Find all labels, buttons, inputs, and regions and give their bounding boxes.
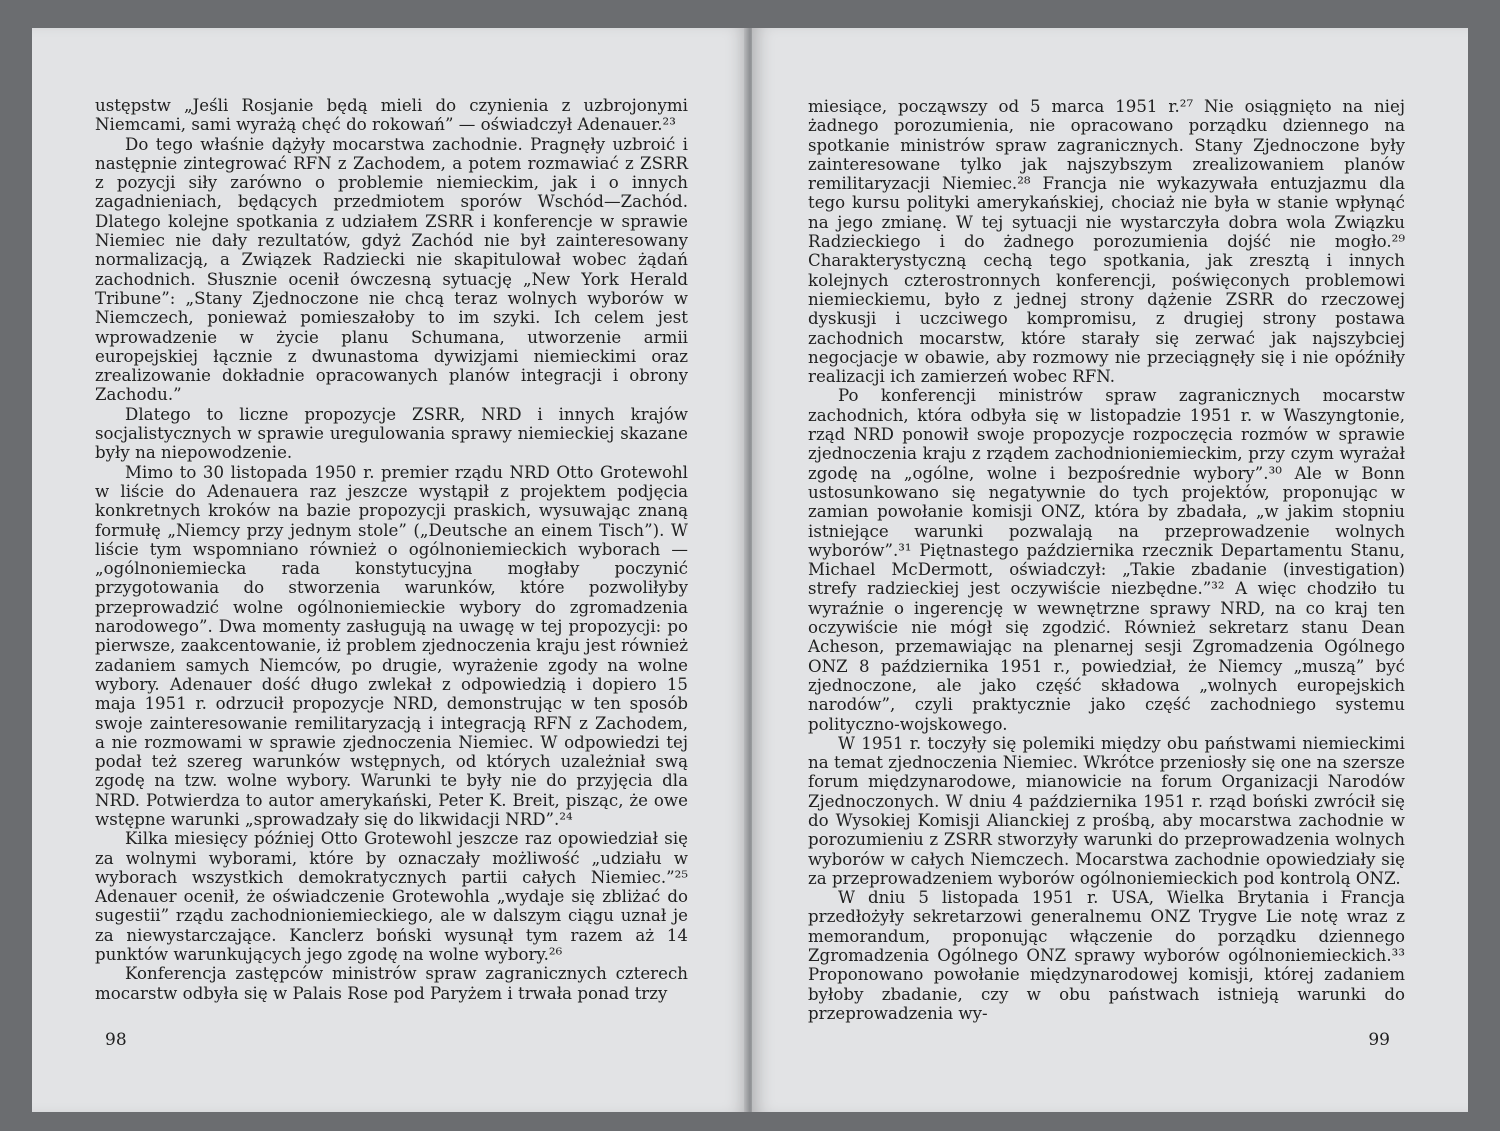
paragraph: Do tego właśnie dążyły mocarstwa zachodnie. Pragnęły uzbroić i następnie zintegrować RFN z Zachodem, a potem rozmawiać z ZSRR z pozycji siły zarówno o problemie niemieckim, jak i o innych zagadnieniach, będących przedmiotem sporów Wschód—Zachód. Dlatego kolejne spotkania z udziałem ZSRR i konferencje w sprawie Niemiec nie dały rezultatów, gdyż Zachód nie był zainteresowany normalizacją, a Związek Radziecki nie skapitulował wobec żądań zachodnich. Słusznie ocenił ówczesną sytuację „New York Herald Tribune”: „Stany Zjednoczone nie chcą teraz wolnych wyborów w Niemczech, ponieważ pomieszałoby to im szyki. Ich celem jest wprowadzenie w życie planu Schumana, utworzenie armii europejskiej łącznie z dwunastoma dywizjami niemieckimi oraz zrealizowanie dokładnie opracowanych planów integracji i obrony Zachodu.” [95, 134, 688, 405]
paragraph: Kilka miesięcy później Otto Grotewohl jeszcze raz opowiedział się za wolnymi wyborami, które by oznaczały możliwość „udziału w wyborach wszystkich demokratycznych partii całych Niemiec.”²⁵ Adenauer ocenił, że oświadczenie Grotewohla „wydaje się zbliżać do sugestii” rządu zachodnioniemieckiego, ale w dalszym ciągu uznał je za niewystarczające. Kanclerz boński wysunął tym razem aż 14 punktów warunkujących jego zgodę na wolne wybory.²⁶ [95, 829, 688, 965]
paragraph: miesiące, począwszy od 5 marca 1951 r.²⁷ Nie osiągnięto na niej żadnego porozumienia, nie opracowano porządku dziennego na spotkanie ministrów spraw zagranicznych. Stany Zjednoczone były zainteresowane tylko jak najszybszym zrealizowaniem planów remilitaryzacji Niemiec.²⁸ Francja nie wykazywała entuzjazmu dla tego kursu polityki amerykańskiej, chociaż nie była w stanie wpłynąć na jego zmianę. W tej sytuacji nie wystarczyła dobra wola Związku Radzieckiego i do żadnego porozumienia dojść nie mogło.²⁹ Charakterystyczną cechą tego spotkania, jak zresztą i innych kolejnych czterostronnych konferencji, poświęconych problemowi niemieckiemu, było z jednej strony dążenie ZSRR do rzeczowej dyskusji i uczciwego kompromisu, z drugiej strony postawa zachodnich mocarstw, które starały się zerwać jak najszybciej negocjacje w obawie, aby rozmowy nie przeciągnęły się i nie opóźniły realizacji ich zamierzeń wobec RFN. [808, 97, 1405, 387]
left-page [32, 28, 748, 1112]
paragraph: Mimo to 30 listopada 1950 r. premier rządu NRD Otto Grotewohl w liście do Adenauera raz jeszcze wystąpił z projektem podjęcia konkretnych kroków na bazie propozycji praskich, wysuwając znaną formułę „Niemcy przy jednym stole” („Deutsche an einem Tisch”). W liście tym wspomniano również o ogólnoniemieckich wyborach — „ogólnoniemiecka rada konstytucyjna mogłaby poczynić przygotowania do stworzenia warunków, które pozwoliłyby przeprowadzić wolne ogólnoniemieckie wybory do zgromadzenia narodowego”. Dwa momenty zasługują na uwagę w tej propozycji: po pierwsze, zaakcentowanie, iż problem zjednoczenia kraju jest również zadaniem samych Niemców, po drugie, wyrażenie zgody na wolne wybory. Adenauer dość długo zwlekał z odpowiedzią i dopiero 15 maja 1951 r. odrzucił propozycje NRD, demonstrując w ten sposób swoje zainteresowanie remilitaryzacją i integracją RFN z Zachodem, a nie rozmowami w sprawie zjednoczenia Niemiec. W odpowiedzi tej podał też szereg warunków wstępnych, od których uzależniał swą zgodę na tzw. wolne wybory. Warunki te były nie do przyjęcia dla NRD. Potwierdza to autor amerykański, Peter K. Breit, pisząc, że owe wstępne warunki „sprowadzały się do likwidacji NRD”.²⁴ [95, 462, 688, 829]
right-page [752, 28, 1468, 1112]
paragraph: ustępstw „Jeśli Rosjanie będą mieli do czynienia z uzbrojonymi Niemcami, sami wyrażą chęć do rokowań” — oświadczył Adenauer.²³ [95, 96, 688, 135]
right-page-text [808, 97, 1405, 1023]
page-number: 99 [1368, 1030, 1390, 1050]
page-number: 98 [105, 1030, 127, 1050]
paragraph: Po konferencji ministrów spraw zagranicznych mocarstw zachodnich, która odbyła się w listopadzie 1951 r. w Waszyngtonie, rząd NRD ponowił swoje propozycje rozpoczęcia rozmów w sprawie zjednoczenia kraju z rządem zachodnioniemieckim, przy czym wyrażał zgodę na „ogólne, wolne i bezpośrednie wybory”.³⁰ Ale w Bonn ustosunkowano się negatywnie do tych projektów, proponując w zamian powołanie komisji ONZ, która by zbadała, „w jakim stopniu istniejące warunki pozwalają na przeprowadzenie wolnych wyborów”.³¹ Piętnastego października rzecznik Departamentu Stanu, Michael McDermott, oświadczył: „Takie zbadanie (investigation) strefy radzieckiej jest oczywiście niezbędne.”³² A więc chodziło tu wyraźnie o ingerencję w wewnętrzne sprawy NRD, na co kraj ten oczywiście nie mógł się zgodzić. Również sekretarz stanu Dean Acheson, przemawiając na plenarnej sesji Zgromadzenia Ogólnego ONZ 8 października 1951 r., powiedział, że Niemcy „muszą” być zjednoczone, ale jako część składowa „wolnych europejskich narodów”, czyli praktycznie jako część zachodniego systemu polityczno-wojskowego. [808, 386, 1405, 734]
paragraph: W dniu 5 listopada 1951 r. USA, Wielka Brytania i Francja przedłożyły sekretarzowi generalnemu ONZ Trygve Lie notę wraz z memorandum, proponując włączenie do porządku dziennego Zgromadzenia Ogólnego ONZ sprawy wyborów ogólnoniemieckich.³³ Proponowano powołanie międzynarodowej komisji, której zadaniem byłoby zbadanie, czy w obu państwach istnieją warunki do przeprowadzenia wy- [808, 888, 1405, 1023]
paragraph: W 1951 r. toczyły się polemiki między obu państwami niemieckimi na temat zjednoczenia Niemiec. Wkrótce przeniosły się one na szersze forum międzynarodowe, mianowicie na forum Organizacji Narodów Zjednoczonych. W dniu 4 października 1951 r. rząd boński zwrócił się do Wysokiej Komisji Alianckiej z prośbą, aby mocarstwa zachodnie w porozumieniu z ZSRR stworzyły warunki do przeprowadzenia wolnych wyborów w całych Niemczech. Mocarstwa zachodnie opowiedziały się za przeprowadzeniem wyborów ogólnoniemieckich pod kontrolą ONZ. [808, 733, 1405, 888]
paragraph: Konferencja zastępców ministrów spraw zagranicznych czterech mocarstw odbyła się w Palais Rose pod Paryżem i trwała ponad trzy [95, 964, 688, 1003]
paragraph: Dlatego to liczne propozycje ZSRR, NRD i innych krajów socjalistycznych w sprawie uregulowania sprawy niemieckiej skazane były na niepowodzenie. [95, 404, 688, 463]
left-page-text [95, 96, 688, 1003]
